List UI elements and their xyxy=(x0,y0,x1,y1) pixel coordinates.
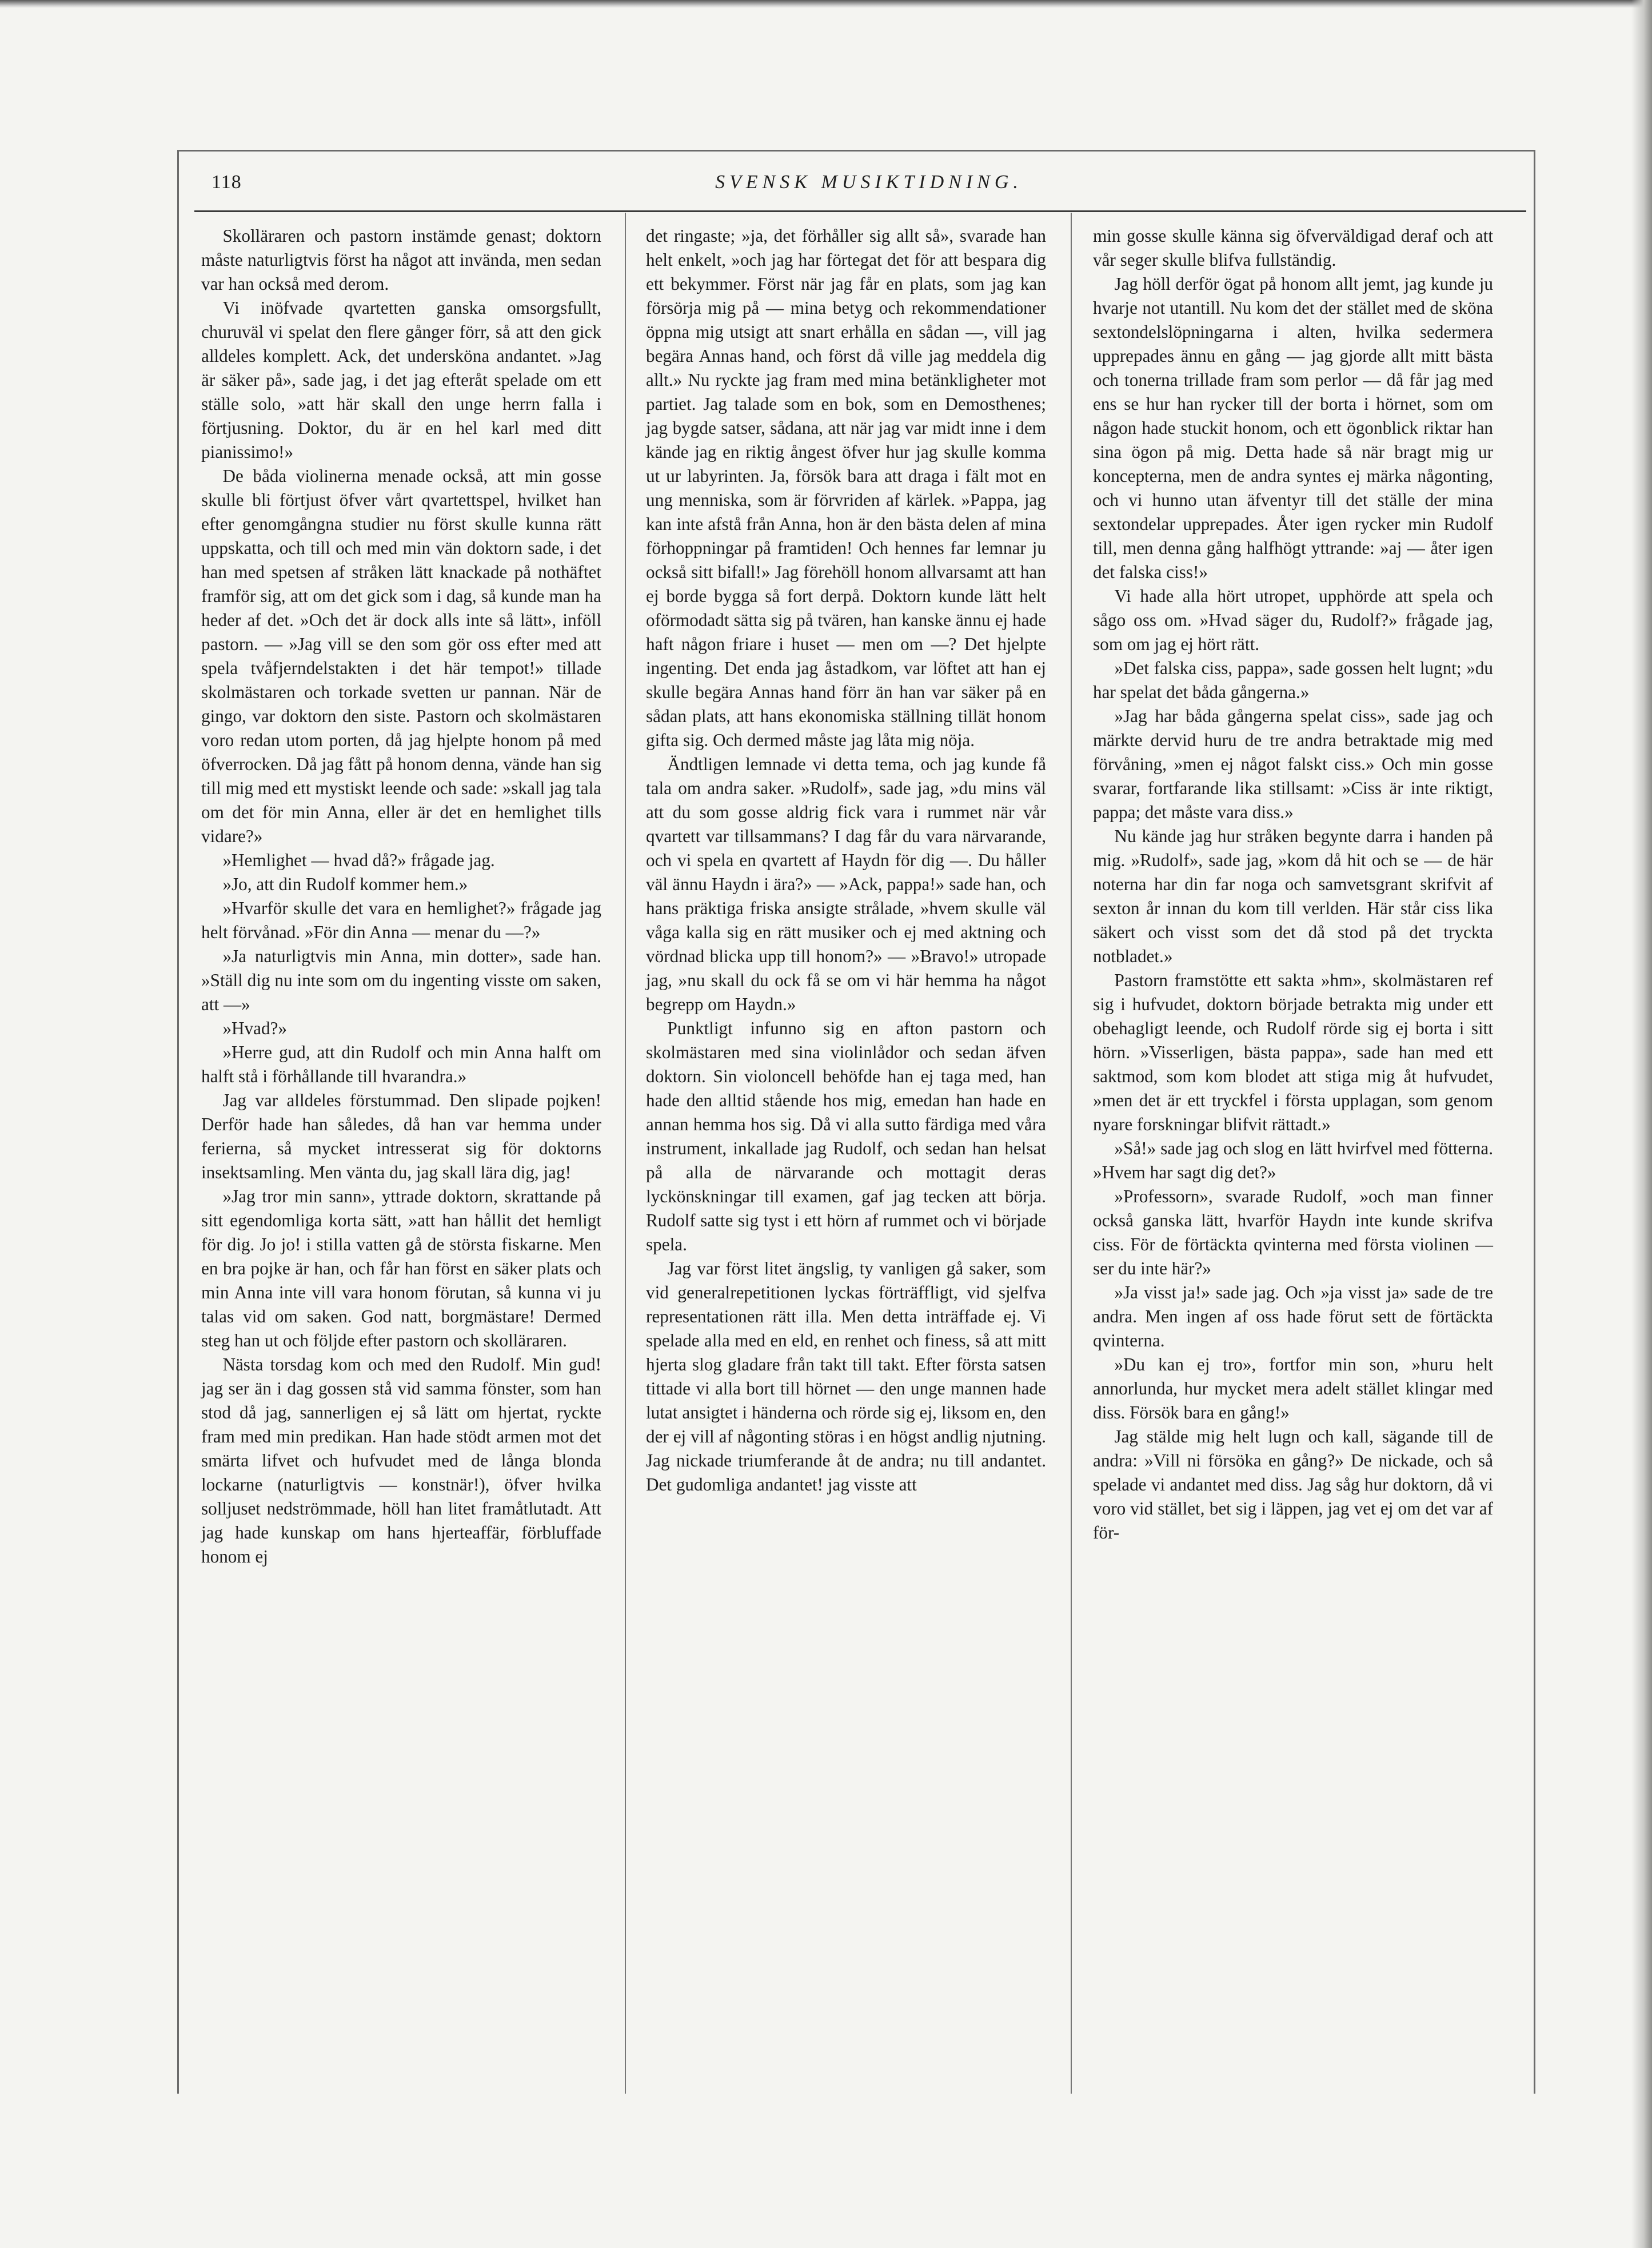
paragraph: Nästa torsdag kom och med den Rudolf. Min gud! jag ser än i dag gossen stå vid samma fönster, som han stod då jag, sannerligen ej så lätt om hjertat, ryckte fram med min predikan. Han hade stödt armen mot det smärta lifvet och hufvudet med de långa blonda lockarne (naturligtvis — konstnär!), öfver hvilka solljuset nedströmmade, höll han litet framåtlutadt. Att jag hade kunskap om hans hjerteaffär, förbluffade honom ej xyxy=(201,1354,601,1567)
paragraph: Ändtligen lemnade vi detta tema, och jag kunde få tala om andra saker. »Rudolf», sade jag, »du mins väl att du som gosse aldrig fick vara i rummet när vår qvartett var tillsammans? I dag får du vara närvarande, och vi spela en qvartett af Haydn för dig —. Du håller väl ännu Haydn i ära?» — »Ack, pappa!» sade han, och hans präktiga friska ansigte strålade, »hvem skulle väl våga kalla sig en rätt musiker och ej med aktning och vördnad blicka upp till honom?» — »Bravo!» utropade jag, »nu skall du ock få se om vi här hemma ha något begrepp om Haydn.» xyxy=(646,754,1046,1014)
paragraph: Skolläraren och pastorn instämde genast; doktorn måste naturligtvis först ha något att invända, men sedan var han också med derom. xyxy=(201,226,601,294)
scan-top-edge xyxy=(0,0,1652,8)
paragraph-continued: min gosse skulle känna sig öfverväldigad deraf och att vår seger skulle blifva fullständig. xyxy=(1093,226,1493,270)
column-divider-2 xyxy=(1071,213,1072,2094)
paragraph: Nu kände jag hur stråken begynte darra i handen på mig. »Rudolf», sade jag, »kom då hit och se — de här noterna har din far noga och samvetsgrant skrifvit af sexton år innan du kom till verlden. Här står ciss lika säkert och visst som det då stod på det tryckta notbladet.» xyxy=(1093,826,1493,966)
paragraph: »Jo, att din Rudolf kommer hem.» xyxy=(222,874,468,894)
paragraph: »Hvad?» xyxy=(222,1018,288,1038)
paragraph: »Ja naturligtvis min Anna, min dotter», sade han. »Ställ dig nu inte som om du ingenting visste om saken, att —» xyxy=(201,946,601,1014)
header-rule xyxy=(194,210,1526,212)
paragraph: Punktligt infunno sig en afton pastorn och skolmästaren med sina violinlådor och sedan äfven doktorn. Sin violoncell behöfde han ej taga med, han hade den alltid stående hos mig, emedan han hade en annan hemma hos sig. Då vi alla sutto färdiga med våra instrument, inkallade jag Rudolf, och sedan han helsat på alla de närvarande och mottagit deras lyckönskningar till examen, gaf jag tecken att börja. Rudolf satte sig tyst i ett hörn af rummet och vi började spela. xyxy=(646,1018,1046,1254)
paragraph: Jag höll derför ögat på honom allt jemt, jag kunde ju hvarje not utantill. Nu kom det der stället med de sköna sextondelslöpningarna i alten, hvilka sedermera upprepades ännu en gång — jag gjorde allt mitt bästa och tonerna trillade fram som perlor — då får jag med ens se hur han rycker till der borta i hörnet, som om någon hade stuckit honom, och ett ögonblick riktar han sina ögon på mig. Detta hade så när bragt mig ur koncepterna, men de andra syntes ej märka någonting, och vi hunno utan äfventyr till det ställe der mina sextondelar upprepades. Åter igen rycker min Rudolf till, men denna gång halfhögt yttrande: »aj — åter igen det falska ciss!» xyxy=(1093,274,1493,582)
journal-title: SVENSK MUSIKTIDNING. xyxy=(715,172,1023,193)
paragraph: »Hvarför skulle det vara en hemlighet?» frågade jag helt förvånad. »För din Anna — menar du —?» xyxy=(201,898,601,942)
paragraph: Jag var alldeles förstummad. Den slipade pojken! Derför hade han således, då han var hemma under ferierna, så mycket intresserat sig för doktorns insektsamling. Men vänta du, jag skall lära dig, jag! xyxy=(201,1090,601,1182)
paragraph-continued: det ringaste; »ja, det förhåller sig allt så», svarade han helt enkelt, »och jag har förtegat det för att bespara dig ett bekymmer. Först när jag får en plats, som jag kan försörja mig på — mina betyg och rekommendationer öppna mig utsigt att snart erhålla en sådan —, vill jag begära Annas hand, och först då ville jag meddela dig allt.» Nu ryckte jag fram med mina betänkligheter mot partiet. Jag talade som en bok, som en Demosthenes; jag bygde satser, sådana, att när jag var midt inne i dem kände jag en riktig ångest öfver hur jag skulle komma ut ur labyrinten. Ja, försök bara att draga i fält mot en ung menniska, som är förvriden af kärlek. »Pappa, jag kan inte afstå från Anna, hon är den bästa delen af mina förhoppningar på framtiden! Och hennes far lemnar ju också sitt bifall!» Jag förehöll honom allvarsamt att han ej borde bygga så fort derpå. Doktorn kunde lätt helt oförmodadt sätta sig på tvären, han kanske ännu ej hade haft någon friare i huset — men om —? Det hjelpte ingenting. Det enda jag åstadkom, var löftet att han ej skulle begära Annas hand förr än han var säker på en sådan plats, att hans ekonomiska ställning tillät honom gifta sig. Och dermed måste jag låta mig nöja. xyxy=(646,226,1046,750)
paragraph: »Det falska ciss, pappa», sade gossen helt lugnt; »du har spelat det båda gångerna.» xyxy=(1093,658,1493,702)
column-divider-1 xyxy=(625,213,626,2094)
paragraph: Jag var först litet ängslig, ty vanligen gå saker, som vid generalrepetitionen lyckas förträffligt, vid sjelfva representationen rätt illa. Men detta inträffade ej. Vi spelade alla med en eld, en renhet och finess, så att mitt hjerta slog gladare från takt till takt. Efter första satsen tittade vi alla bort till hörnet — den unge mannen hade lutat ansigtet i händerna och rörde sig ej, liksom en, den der ej vill af någonting störas i en högst andlig njutning. Jag nickade triumferande åt de andra; nu till andantet. Det gudomliga andantet! jag visste att xyxy=(646,1258,1046,1494)
paragraph: »Herre gud, att din Rudolf och min Anna halft om halft stå i förhållande till hvarandra.» xyxy=(201,1042,601,1086)
paragraph: »Så!» sade jag och slog en lätt hvirfvel med fötterna. »Hvem har sagt dig det?» xyxy=(1093,1138,1493,1182)
paragraph: »Jag har båda gångerna spelat ciss», sade jag och märkte dervid huru de tre andra betraktade mig med förvåning, »men ej något falskt ciss.» Och min gosse svarar, fortfarande lika stillsamt: »Ciss är inte riktigt, pappa; det måste vara diss.» xyxy=(1093,706,1493,822)
scan-right-edge xyxy=(1631,0,1652,2248)
text-column-3 xyxy=(1093,224,1493,1545)
text-column-1 xyxy=(201,224,601,1569)
paragraph: »Jag tror min sann», yttrade doktorn, skrattande på sitt egendomliga korta sätt, »att han hållit det hemligt för dig. Jo jo! i stilla vatten gå de största fiskarne. Men en bra pojke är han, och får han först en säker plats och min Anna inte vill vara honom förutan, så kunna vi ju talas vid om saken. God natt, borgmästare! Dermed steg han ut och följde efter pastorn och skolläraren. xyxy=(201,1186,601,1350)
page-number: 118 xyxy=(212,172,242,193)
page-header xyxy=(212,172,1526,206)
paragraph: Vi inöfvade qvartetten ganska omsorgsfullt, churuväl vi spelat den flere gånger förr, så att den gick alldeles komplett. Ack, det undersköna andantet. »Jag är säker på», sade jag, i det jag efteråt spelade om ett ställe solo, »att här skall den unge herrn falla i förtjusning. Doktor, du är en hel karl med ditt pianissimo!» xyxy=(201,298,601,462)
text-column-2 xyxy=(646,224,1046,1497)
paragraph: Pastorn framstötte ett sakta »hm», skolmästaren ref sig i hufvudet, doktorn började betrakta mig under ett obehagligt leende, och Rudolf rörde sig ej borta i sitt hörn. »Visserligen, bästa pappa», sade han med ett saktmod, som kom blodet att stiga mig åt hufvudet, »men det är ett tryckfel i första upplagan, som genom nyare forskningar blifvit rättadt.» xyxy=(1093,970,1493,1134)
paragraph: Jag stälde mig helt lugn och kall, sägande till de andra: »Vill ni försöka en gång?» De nickade, och så spelade vi andantet med diss. Jag såg hur doktorn, då vi voro vid stället, bet sig i läppen, jag vet ej om det var af för- xyxy=(1093,1426,1493,1542)
paragraph: De båda violinerna menade också, att min gosse skulle bli förtjust öfver vårt qvartettspel, hvilket han efter genomgångna studier nu först skulle kunna rätt uppskatta, och till och med min vän doktorn sade, i det han med spetsen af stråken lätt knackade på nothäftet framför sig, att om det gick som i dag, så kunde man ha heder af det. »Och det är dock alls inte så lätt», inföll pastorn. — »Jag vill se den som gör oss efter med att spela tvåfjerndelstakten i det här tempot!» tillade skolmästaren och torkade svetten ur pannan. När de gingo, var doktorn den siste. Pastorn och skolmästaren voro redan utom porten, då jag hjelpte honom på med öfverrocken. Då jag fått på honom denna, vände han sig till mig med ett mystiskt leende och sade: »skall jag tala om det för min Anna, eller är det en hemlighet tills vidare?» xyxy=(201,466,601,846)
paragraph: Vi hade alla hört utropet, upphörde att spela och sågo oss om. »Hvad säger du, Rudolf?» frågade jag, som om jag ej hört rätt. xyxy=(1093,586,1493,654)
paragraph: »Du kan ej tro», fortfor min son, »huru helt annorlunda, hur mycket mera adelt stället klingar med diss. Försök bara en gång!» xyxy=(1093,1354,1493,1422)
paragraph: »Professorn», svarade Rudolf, »och man finner också ganska lätt, hvarför Haydn inte kunde skrifva ciss. För de förtäckta qvinterna med första violinen — ser du inte här?» xyxy=(1093,1186,1493,1278)
paragraph: »Ja visst ja!» sade jag. Och »ja visst ja» sade de tre andra. Men ingen af oss hade förut sett de förtäckta qvinterna. xyxy=(1093,1282,1493,1350)
paragraph: »Hemlighet — hvad då?» frågade jag. xyxy=(222,850,495,870)
